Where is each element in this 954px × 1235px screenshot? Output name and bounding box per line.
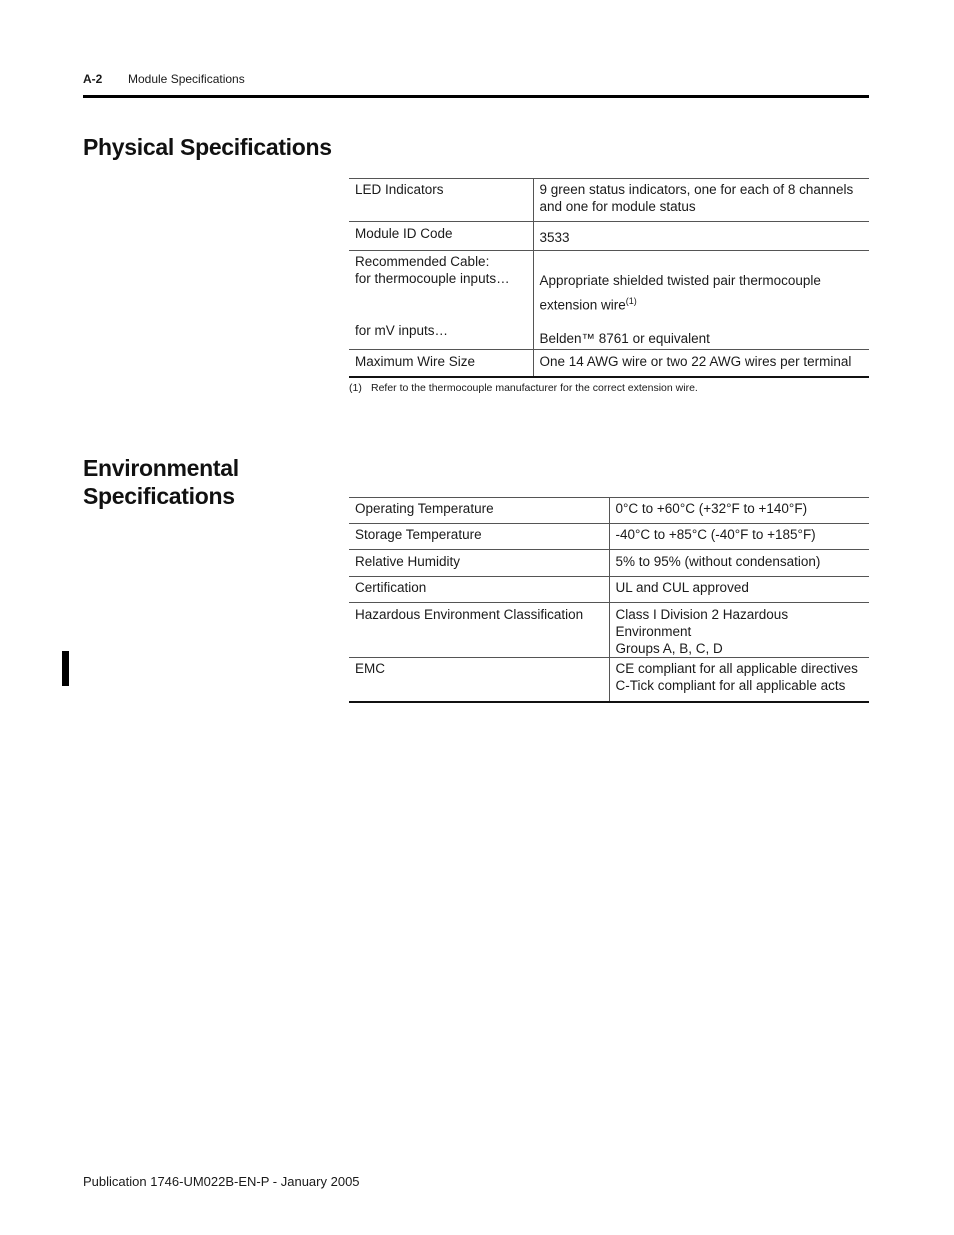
hazard-class: Class I Division 2 Hazardous Environment (615, 607, 789, 639)
table-row (349, 658, 869, 702)
spec-label: Maximum Wire Size (349, 350, 533, 377)
physical-specs-table (349, 178, 869, 378)
running-header (83, 72, 245, 86)
spec-label: LED Indicators (349, 179, 533, 222)
table-row (349, 498, 869, 524)
spec-value: 3533 (533, 222, 869, 251)
spec-value: 0°C to +60°C (+32°F to +140°F) (609, 498, 869, 524)
tc-cable-value: Appropriate shielded twisted pair thermocouple extension wire (539, 273, 821, 313)
spec-label: Operating Temperature (349, 498, 609, 524)
table-row (349, 603, 869, 658)
tc-input-label: for thermocouple inputs… (355, 271, 510, 286)
footnote-text: Refer to the thermocouple manufacturer for the correct extension wire. (371, 382, 698, 394)
footnote-number: (1) (349, 382, 362, 394)
spec-value: One 14 AWG wire or two 22 AWG wires per terminal (533, 350, 869, 377)
publication-footer: Publication 1746-UM022B-EN-P - January 2005 (83, 1174, 360, 1189)
environmental-specs-heading (83, 454, 239, 510)
table-row (349, 524, 869, 550)
emc-ce: CE compliant for all applicable directives (615, 661, 858, 676)
hazard-groups: Groups A, B, C, D (615, 641, 723, 656)
mv-cable-value: Belden™ 8761 or equivalent (539, 330, 710, 346)
spec-value: 5% to 95% (without condensation) (609, 550, 869, 577)
spec-label: Hazardous Environment Classification (349, 603, 609, 658)
emc-ctick: C-Tick compliant for all applicable acts (615, 678, 846, 693)
environmental-specs-table (349, 497, 869, 703)
table-row (349, 350, 869, 377)
environmental-heading-line1: Environmental (83, 455, 239, 481)
page-number: A-2 (83, 72, 103, 86)
table-row (349, 222, 869, 251)
cable-label: Recommended Cable: (355, 254, 490, 269)
environmental-heading-line2: Specifications (83, 483, 235, 509)
header-rule (83, 95, 869, 98)
spec-label: Relative Humidity (349, 550, 609, 577)
footnote-ref: (1) (625, 296, 637, 306)
spec-value: 9 green status indicators, one for each of 8 channels and one for module status (533, 179, 869, 222)
section-title: Module Specifications (128, 72, 245, 86)
spec-label: Storage Temperature (349, 524, 609, 550)
spec-value (609, 603, 869, 658)
spec-value (609, 658, 869, 702)
table-row (349, 550, 869, 577)
table-row (349, 251, 869, 350)
spec-label: Certification (349, 577, 609, 603)
spec-label: EMC (349, 658, 609, 702)
spec-label (349, 251, 533, 350)
spec-value (533, 251, 869, 350)
physical-specs-heading: Physical Specifications (83, 134, 332, 160)
table-row (349, 577, 869, 603)
mv-input-label: for mV inputs… (355, 323, 449, 338)
table-row (349, 179, 869, 222)
spec-label: Module ID Code (349, 222, 533, 251)
footnote (349, 382, 698, 394)
revision-change-bar (62, 651, 69, 686)
spec-value: -40°C to +85°C (-40°F to +185°F) (609, 524, 869, 550)
spec-value: UL and CUL approved (609, 577, 869, 603)
